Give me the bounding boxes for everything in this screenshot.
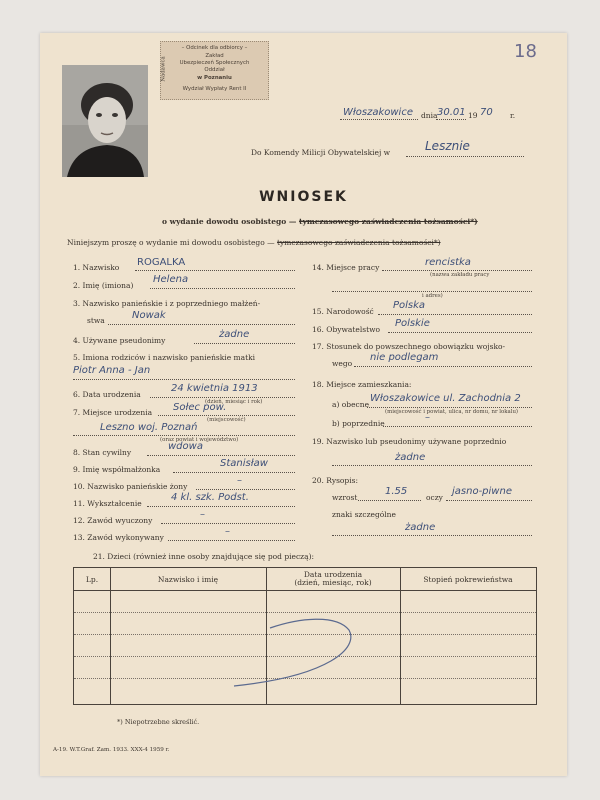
oczy-value: jasno-piwne xyxy=(452,486,512,497)
oczy-label: oczy xyxy=(426,493,443,502)
stamp-side-label: Nadawca xyxy=(160,56,167,82)
item-19-value: żadne xyxy=(395,452,426,463)
item-14-line2 xyxy=(332,291,532,292)
wzrost-line xyxy=(358,500,421,501)
komenda-label: Do Komendy Milicji Obywatelskiej w xyxy=(251,148,391,157)
item-10-label: 10. Nazwisko panieńskie żony xyxy=(73,482,188,491)
item-14-sub: (nazwa zakładu pracy xyxy=(430,272,490,278)
item-8-label: 8. Stan cywilny xyxy=(73,448,132,457)
page-number: 18 xyxy=(514,41,537,62)
item-10-line xyxy=(196,489,295,490)
application-form xyxy=(40,33,567,776)
children-table xyxy=(73,567,537,705)
col-name: Nazwisko i imię xyxy=(157,575,219,584)
footnote: *) Niepotrzebne skreślić. xyxy=(117,718,200,726)
item-17-value: nie podlegam xyxy=(370,352,439,363)
stamp-line-4: Oddział xyxy=(204,67,225,73)
item-4-label: 4. Używane pseudonimy xyxy=(73,336,166,345)
item-3-value: Nowak xyxy=(132,310,166,321)
col-relation: Stopień pokrewieństwa xyxy=(423,575,513,584)
r-label: r. xyxy=(510,111,516,120)
stamp-line-3: Ubezpieczeń Społecznych xyxy=(179,60,250,66)
wzrost-value: 1.55 xyxy=(385,486,408,497)
col-birthdate-sub: (dzień, miesiąc, rok) xyxy=(294,578,372,587)
item-6-value: 24 kwietnia 1913 xyxy=(171,383,258,394)
form-subtitle xyxy=(162,217,478,226)
date-line xyxy=(436,119,466,120)
item-5-line xyxy=(73,379,295,380)
item-18a-line xyxy=(367,407,532,408)
item-14-label: 14. Miejsce pracy xyxy=(312,263,380,272)
komenda-line xyxy=(406,156,524,157)
item-11-line xyxy=(147,506,295,507)
item-18a-value: Włoszakowice ul. Zachodnia 2 xyxy=(370,393,521,404)
item-14-value: rencistka xyxy=(425,257,471,268)
item-5-value: Piotr Anna - Jan xyxy=(73,365,151,376)
item-18a-label: a) obecne xyxy=(332,400,370,409)
item-18b-value: – xyxy=(425,412,430,423)
date-value: 30.01 xyxy=(437,107,466,118)
subtitle-strike: tymczasowego zaświadczenia tożsamości*) xyxy=(299,217,478,226)
item-6-label: 6. Data urodzenia xyxy=(73,390,141,399)
item-19-line xyxy=(332,465,532,466)
item-15-value: Polska xyxy=(393,300,426,311)
item-15-line xyxy=(378,314,532,315)
place-line xyxy=(340,119,418,120)
item-17-label-cont: wego xyxy=(332,359,353,368)
oczy-line xyxy=(446,500,532,501)
item-20-label: 20. Rysopis: xyxy=(312,476,359,485)
znaki-label: znaki szczególne xyxy=(332,510,396,519)
item-4-value: żadne xyxy=(219,329,250,340)
wzrost-label: wzrost xyxy=(332,493,358,502)
item-9-value: Stanisław xyxy=(220,458,268,469)
dnia-label: dnia xyxy=(421,111,438,120)
item-19-label: 19. Nazwisko lub pseudonimy używane poprzednio xyxy=(312,437,507,446)
item-16-value: Polskie xyxy=(395,318,430,329)
stamp-line-6: Wydział Wypłaty Rent II xyxy=(182,86,247,92)
item-3-label: 3. Nazwisko panieńskie i z poprzedniego małżeń- xyxy=(73,299,261,308)
stamp-line-1: – Odcinek dla odbiorcy – xyxy=(181,45,248,51)
item-1-value: ROGALKA xyxy=(137,257,186,268)
item-7-label: 7. Miejsce urodzenia xyxy=(73,408,153,417)
intro-main: Niniejszym proszę o wydanie mi dowodu osobistego — xyxy=(67,238,275,247)
item-10-value: – xyxy=(237,475,242,486)
item-14-line xyxy=(382,270,532,271)
item-11-label: 11. Wykształcenie xyxy=(73,499,142,508)
stamp-line-5: w Poznaniu xyxy=(197,75,232,81)
item-3-line xyxy=(108,324,295,325)
item-13-value: – xyxy=(225,526,230,537)
item-7-sub2: (oraz powiat i województwo) xyxy=(160,437,239,443)
item-2-line xyxy=(150,288,295,289)
item-12-value: – xyxy=(200,509,205,520)
item-7-value: Sołec pow. xyxy=(173,402,227,413)
item-17-line xyxy=(354,366,532,367)
item-5-label: 5. Imiona rodziców i nazwisko panieńskie matki xyxy=(73,353,256,362)
col-birthdate: Data urodzenia xyxy=(303,570,363,579)
stamp-line-2: Zakład xyxy=(205,53,224,59)
item-18b-line xyxy=(383,426,532,427)
item-13-label: 13. Zawód wykonywany xyxy=(73,533,164,542)
year-value: 70 xyxy=(480,107,493,118)
item-14-sub2: i adres) xyxy=(422,293,443,299)
item-4-line xyxy=(194,343,295,344)
cancel-stroke-mark xyxy=(74,568,536,704)
item-13-line xyxy=(168,540,295,541)
znaki-line xyxy=(332,535,532,536)
item-12-label: 12. Zawód wyuczony xyxy=(73,516,153,525)
znaki-value: żadne xyxy=(405,522,436,533)
item-18b-label: b) poprzednie xyxy=(332,419,385,428)
komenda-city: Lesznie xyxy=(425,139,470,153)
item-1-label: 1. Nazwisko xyxy=(73,263,120,272)
item-3-label-cont: stwa xyxy=(87,316,105,325)
children-label: 21. Dzieci (również inne osoby znajdujące się pod pieczą): xyxy=(93,552,315,561)
item-6-sub: (dzień, miesiąc i rok) xyxy=(205,399,263,405)
item-16-label: 16. Obywatelstwo xyxy=(312,325,381,334)
item-16-line xyxy=(388,332,532,333)
item-9-line xyxy=(173,472,295,473)
col-lp: Lp. xyxy=(85,575,99,584)
item-2-label: 2. Imię (imiona) xyxy=(73,281,134,290)
intro-strike: tymczasowego zaświadczenia tożsamości*) xyxy=(277,238,441,247)
item-1-line xyxy=(135,270,295,271)
item-11-value: 4 kl. szk. Podst. xyxy=(171,492,249,503)
place-value: Włoszakowice xyxy=(343,107,413,118)
print-footer: A-19. W.T.Graf. Zam. 1933. XXX-4 1959 r. xyxy=(53,747,170,753)
item-6-line xyxy=(150,397,295,398)
office-stamp xyxy=(160,41,269,100)
item-8-value: wdowa xyxy=(168,441,203,452)
item-15-label: 15. Narodowość xyxy=(312,307,374,316)
item-2-value: Helena xyxy=(153,274,189,285)
item-9-label: 9. Imię współmałżonka xyxy=(73,465,161,474)
item-8-line xyxy=(147,455,295,456)
item-18a-sub: (miejscowość i powiat, ulica, nr domu, nr lokalu) xyxy=(385,409,519,415)
form-title: WNIOSEK xyxy=(259,189,348,205)
item-7-line xyxy=(158,415,295,416)
year-prefix: 19 xyxy=(468,111,478,120)
item-17-label: 17. Stosunek do powszechnego obowiązku wojsko- xyxy=(312,342,506,351)
intro-text xyxy=(67,238,441,247)
item-7-value2: Leszno woj. Poznań xyxy=(100,422,198,433)
item-18-label: 18. Miejsce zamieszkania: xyxy=(312,380,412,389)
item-7-line2 xyxy=(73,435,295,436)
subtitle-text: o wydanie dowodu osobistego — xyxy=(162,217,297,226)
applicant-photo xyxy=(62,65,148,177)
item-12-line xyxy=(161,523,295,524)
item-7-sub: (miejscowość) xyxy=(207,417,246,423)
